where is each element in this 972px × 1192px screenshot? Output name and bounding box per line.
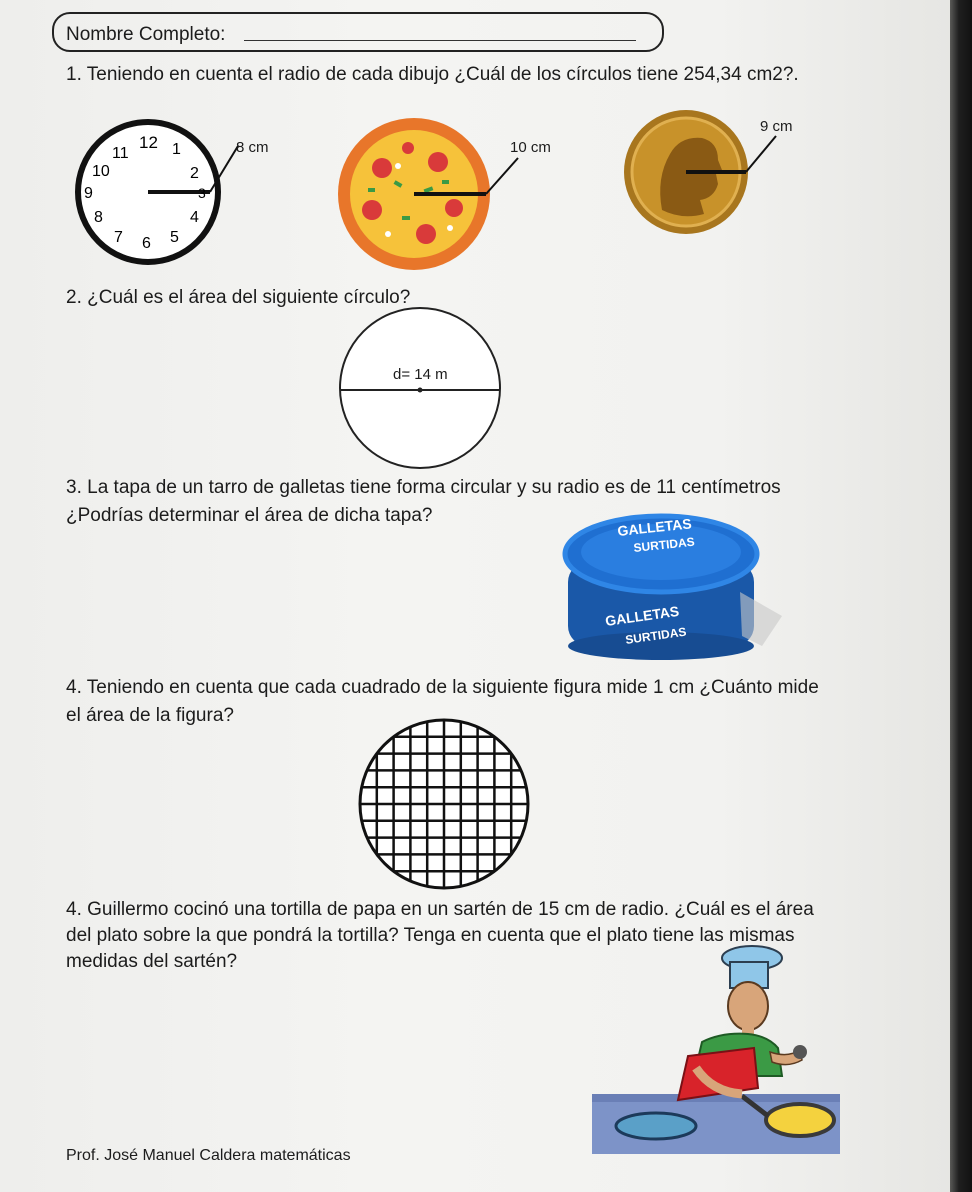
cookie-tin-figure xyxy=(562,496,786,662)
page-edge-shadow xyxy=(950,0,972,1192)
question-3-line-2: ¿Podrías determinar el área de dicha tapa? xyxy=(66,505,433,526)
tin-lid-brand-2: SURTIDAS xyxy=(632,534,696,555)
question-4b-line-3: medidas del sartén? xyxy=(66,951,238,972)
clock-number-5: 5 xyxy=(170,229,179,246)
clock-number-6: 6 xyxy=(142,235,151,252)
question-4b-line-2: del plato sobre la que pondrá la tortilla? Tenga en cuenta que el plato tiene las mismas xyxy=(66,925,795,946)
clock-number-1: 1 xyxy=(172,141,181,158)
clock-number-12: 12 xyxy=(139,133,158,152)
pizza-radius-label: 10 cm xyxy=(510,139,551,156)
clock-number-7: 7 xyxy=(114,229,123,246)
diameter-circle-figure xyxy=(338,306,504,472)
tin-lid-brand-1: GALLETAS xyxy=(616,515,693,539)
grid-circle-figure xyxy=(358,718,530,890)
question-2: 2. ¿Cuál es el área del siguiente círculo? xyxy=(66,287,411,308)
question-1: 1. Teniendo en cuenta el radio de cada dibujo ¿Cuál de los círculos tiene 254,34 cm2?. xyxy=(66,64,799,85)
question-3-line-1: 3. La tapa de un tarro de galletas tiene forma circular y su radio es de 11 centímetros xyxy=(66,477,781,498)
diameter-label: d= 14 m xyxy=(393,366,448,383)
question-4b-line-1: 4. Guillermo cocinó una tortilla de papa en un sartén de 15 cm de radio. ¿Cuál es el área xyxy=(66,899,814,920)
question-4a-line-2: el área de la figura? xyxy=(66,705,234,726)
clock-number-4: 4 xyxy=(190,209,199,226)
clock-number-10: 10 xyxy=(92,163,110,180)
tin-side-brand-1: GALLETAS xyxy=(604,602,681,629)
clock-number-8: 8 xyxy=(94,209,103,226)
clock-number-3: 3 xyxy=(198,185,206,201)
clock-radius-label: 8 cm xyxy=(236,139,269,156)
question-4a-line-1: 4. Teniendo en cuenta que cada cuadrado de la siguiente figura mide 1 cm ¿Cuánto mide xyxy=(66,677,819,698)
tin-side-brand-2: SURTIDAS xyxy=(624,624,688,647)
clock-number-11: 11 xyxy=(112,145,129,162)
clock-number-9: 9 xyxy=(84,185,93,202)
footer-author: Prof. José Manuel Caldera matemáticas xyxy=(66,1147,351,1164)
name-label: Nombre Completo: xyxy=(66,24,226,45)
chef-figure xyxy=(592,948,852,1154)
coin-radius-label: 9 cm xyxy=(760,118,793,135)
name-input-line[interactable] xyxy=(244,40,636,41)
clock-number-2: 2 xyxy=(190,165,199,182)
